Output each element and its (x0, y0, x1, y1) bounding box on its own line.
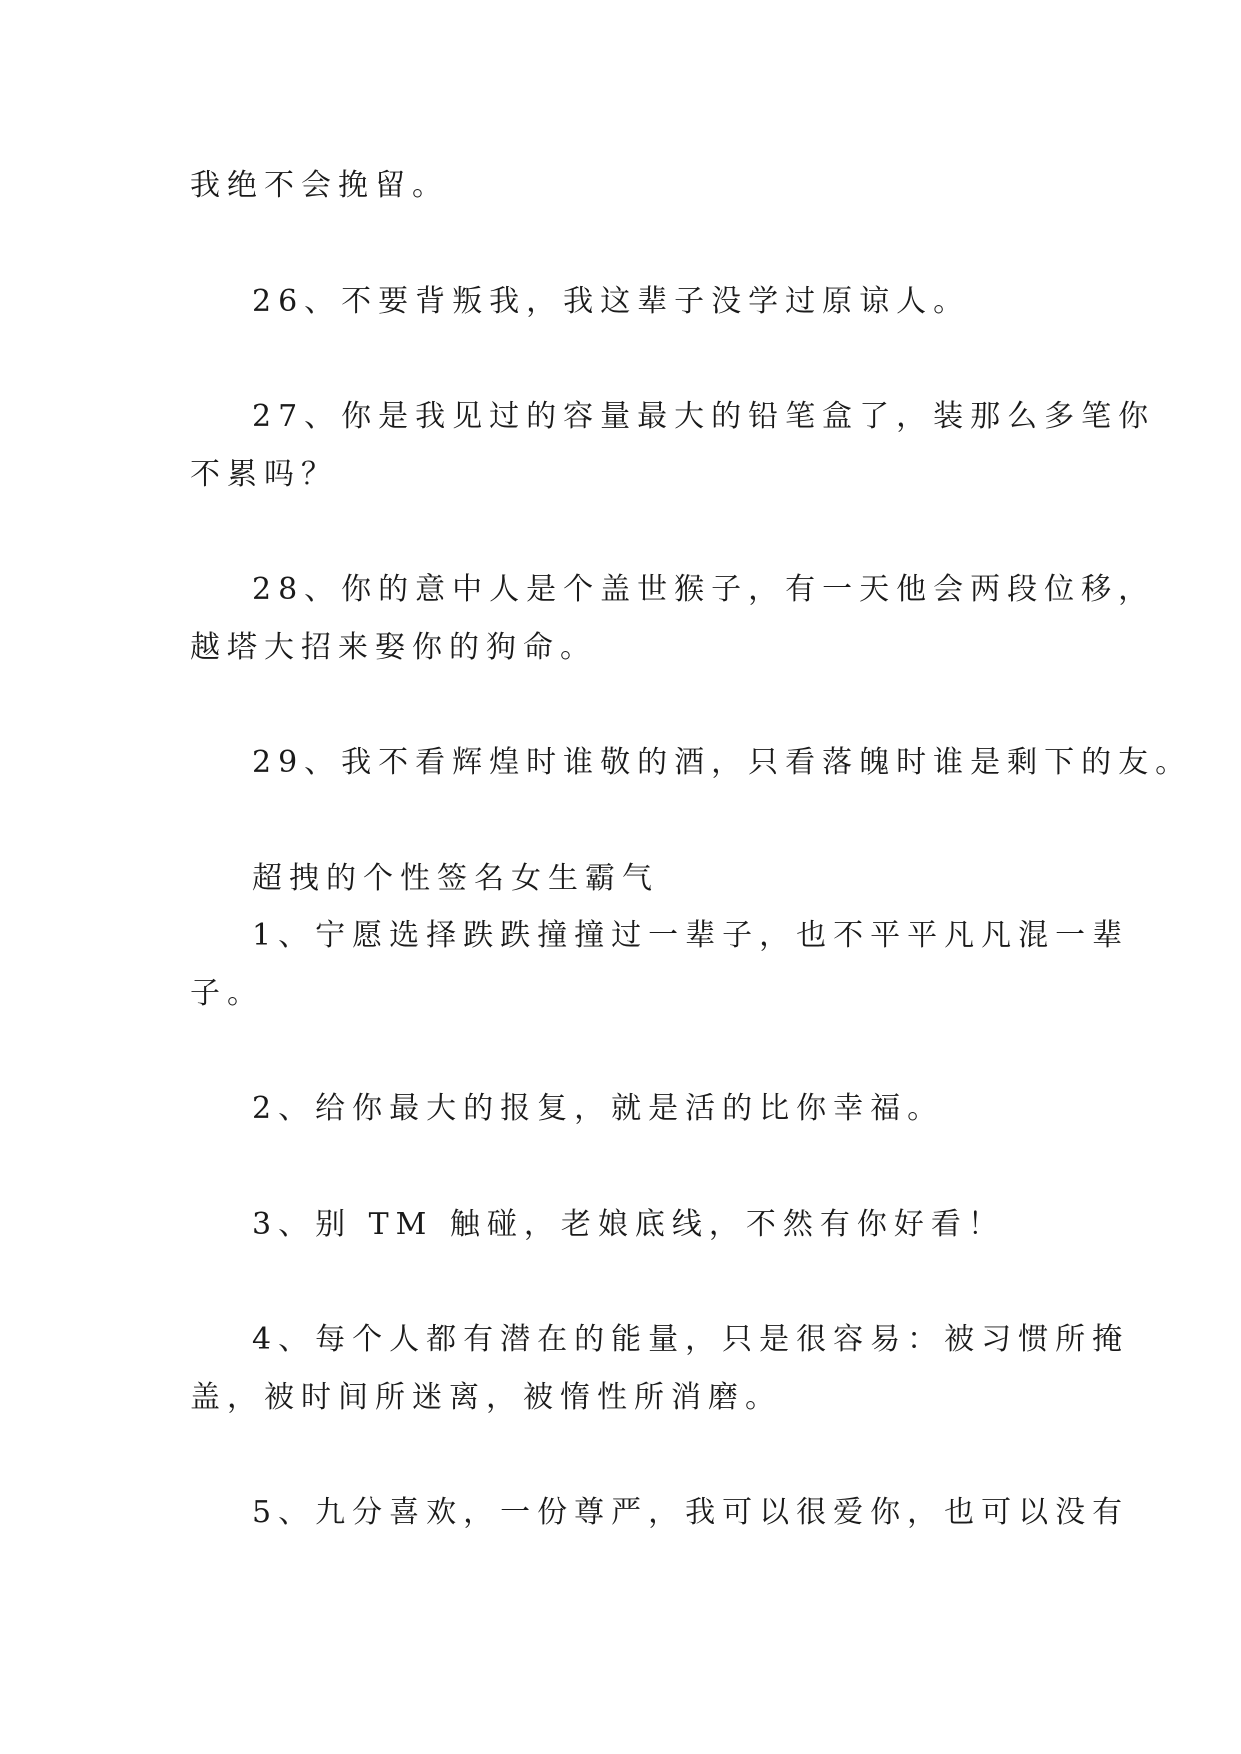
text-line: 29、我不看辉煌时谁敬的酒，只看落魄时谁是剩下的友。 (252, 745, 1193, 780)
text-line: 1、宁愿选择跌跌撞撞过一辈子，也不平平凡凡混一辈 (252, 918, 1130, 953)
text-line: 2、给你最大的报复，就是活的比你幸福。 (252, 1091, 945, 1126)
section-heading: 超拽的个性签名女生霸气 (252, 861, 659, 896)
text-line: 27、你是我见过的容量最大的铅笔盒了，装那么多笔你 (252, 399, 1156, 434)
text-line: 4、每个人都有潜在的能量，只是很容易：被习惯所掩 (252, 1322, 1130, 1357)
text-line: 28、你的意中人是个盖世猴子，有一天他会两段位移， (252, 572, 1156, 607)
text-line: 我绝不会挽留。 (190, 168, 449, 203)
text-line: 不累吗？ (190, 457, 338, 492)
text-line: 5、九分喜欢，一份尊严，我可以很爱你，也可以没有 (252, 1495, 1130, 1530)
text-line: 子。 (190, 976, 264, 1011)
text-line: 3、别 TM 触碰，老娘底线，不然有你好看！ (252, 1207, 1005, 1242)
text-line: 越塔大招来娶你的狗命。 (190, 630, 597, 665)
text-line: 26、不要背叛我，我这辈子没学过原谅人。 (252, 284, 971, 319)
text-line: 盖，被时间所迷离，被惰性所消磨。 (190, 1380, 782, 1415)
